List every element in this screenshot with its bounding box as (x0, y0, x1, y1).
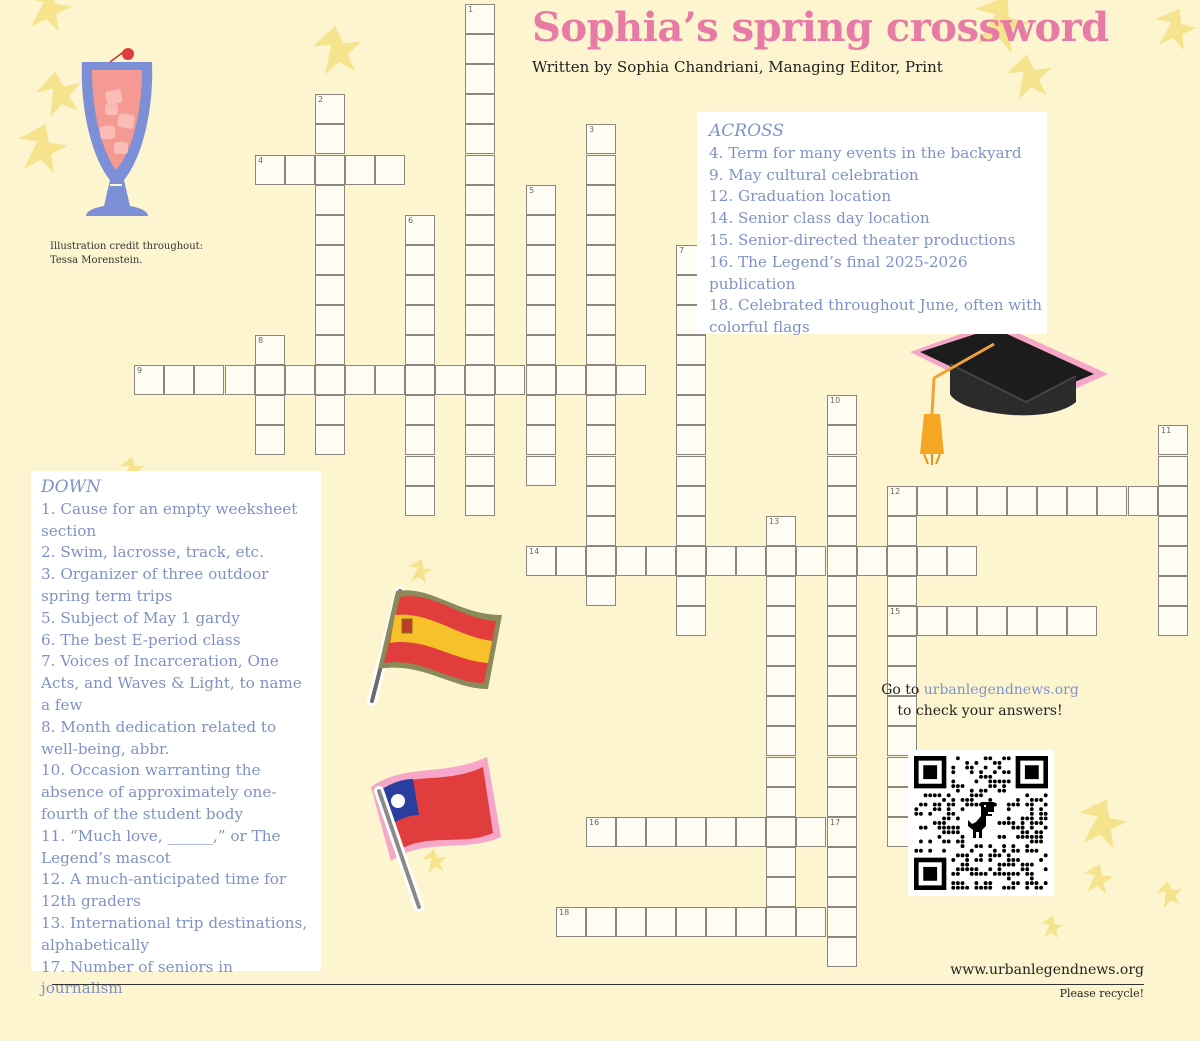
crossword-cell[interactable] (405, 425, 435, 455)
clue-number: 11 (1161, 426, 1172, 435)
down-clues-panel (31, 471, 321, 998)
crossword-cell[interactable] (676, 817, 706, 847)
crossword-cell[interactable] (465, 4, 495, 34)
down-clue: 6. The best E-period class (41, 630, 241, 649)
crossword-cell[interactable] (827, 787, 857, 817)
across-clue: 15. Senior-directed theater productions (709, 230, 1016, 249)
crossword-cell[interactable] (887, 606, 917, 636)
crossword-cell[interactable] (827, 576, 857, 606)
footer-divider (52, 984, 1144, 985)
crossword-cell[interactable] (315, 365, 345, 395)
crossword-cell[interactable] (255, 365, 285, 395)
clue-number: 2 (318, 95, 324, 104)
crossword-cell[interactable] (1097, 486, 1127, 516)
clue-number: 6 (408, 216, 414, 225)
crossword-cell[interactable] (676, 425, 706, 455)
crossword-cell[interactable] (465, 215, 495, 245)
crossword-cell[interactable] (405, 335, 435, 365)
across-heading: ACROSS (709, 121, 785, 141)
crossword-cell[interactable] (586, 335, 616, 365)
crossword-cell[interactable] (646, 817, 676, 847)
spain-flag-illustration (362, 585, 508, 707)
crossword-cell[interactable] (405, 275, 435, 305)
crossword-cell[interactable] (586, 365, 616, 395)
crossword-cell[interactable] (465, 124, 495, 154)
crossword-cell[interactable] (827, 486, 857, 516)
crossword-cell[interactable] (315, 245, 345, 275)
across-clue: 9. May cultural celebration (709, 165, 919, 184)
clue-number: 14 (529, 547, 540, 556)
crossword-cell[interactable] (736, 546, 766, 576)
down-clue: 1. Cause for an empty weeksheet section (41, 499, 298, 540)
crossword-cell[interactable] (1158, 576, 1188, 606)
crossword-cell[interactable] (977, 486, 1007, 516)
crossword-cell[interactable] (315, 395, 345, 425)
crossword-cell[interactable] (646, 907, 676, 937)
crossword-cell[interactable] (465, 425, 495, 455)
crossword-cell[interactable] (706, 817, 736, 847)
crossword-cell[interactable] (796, 907, 826, 937)
crossword-cell[interactable] (164, 365, 194, 395)
clue-number: 3 (589, 125, 595, 134)
crossword-cell[interactable] (766, 636, 796, 666)
crossword-cell[interactable] (586, 516, 616, 546)
crossword-cell[interactable] (827, 847, 857, 877)
crossword-cell[interactable] (827, 937, 857, 967)
byline: Written by Sophia Chandriani, Managing Editor, Print (532, 58, 943, 76)
crossword-cell[interactable] (315, 425, 345, 455)
crossword-cell[interactable] (676, 365, 706, 395)
crossword-cell[interactable] (345, 365, 375, 395)
crossword-cell[interactable] (887, 636, 917, 666)
crossword-cell[interactable] (405, 395, 435, 425)
crossword-cell[interactable] (285, 155, 315, 185)
crossword-cell[interactable] (766, 606, 796, 636)
clue-number: 4 (258, 156, 264, 165)
crossword-cell[interactable] (646, 546, 676, 576)
crossword-cell[interactable] (586, 576, 616, 606)
crossword-cell[interactable] (465, 185, 495, 215)
crossword-cell[interactable] (676, 516, 706, 546)
recycle-note: Please recycle! (1059, 987, 1144, 1000)
crossword-cell[interactable] (887, 546, 917, 576)
crossword-cell[interactable] (315, 185, 345, 215)
across-clue: 16. The Legend’s final 2025-2026 publication (709, 252, 968, 293)
crossword-cell[interactable] (465, 305, 495, 335)
down-clue: 17. Number of seniors in journalism (41, 957, 233, 998)
crossword-cell[interactable] (526, 275, 556, 305)
answers-note-prefix: Go to (881, 682, 920, 698)
crossword-cell[interactable] (766, 516, 796, 546)
across-clue: 14. Senior class day location (709, 209, 930, 228)
crossword-cell[interactable] (1158, 546, 1188, 576)
down-clue: 13. International trip destinations, alphabetically (41, 913, 308, 954)
crossword-cell[interactable] (1037, 486, 1067, 516)
crossword-cell[interactable] (1158, 486, 1188, 516)
qr-code[interactable] (908, 750, 1054, 896)
clue-number: 9 (137, 366, 143, 375)
crossword-cell[interactable] (375, 365, 405, 395)
crossword-cell[interactable] (827, 546, 857, 576)
crossword-cell[interactable] (586, 155, 616, 185)
crossword-cell[interactable] (917, 546, 947, 576)
clue-number: 12 (890, 487, 901, 496)
crossword-cell[interactable] (526, 215, 556, 245)
crossword-cell[interactable] (255, 335, 285, 365)
across-clues-panel (697, 112, 1047, 337)
crossword-cell[interactable] (315, 124, 345, 154)
crossword-cell[interactable] (1067, 606, 1097, 636)
crossword-cell[interactable] (766, 877, 796, 907)
crossword-cell[interactable] (526, 185, 556, 215)
crossword-cell[interactable] (796, 546, 826, 576)
crossword-cell[interactable] (676, 335, 706, 365)
crossword-cell[interactable] (676, 456, 706, 486)
drink-illustration (72, 40, 162, 222)
crossword-cell[interactable] (586, 395, 616, 425)
crossword-cell[interactable] (827, 877, 857, 907)
answers-link[interactable]: urbanlegendnews.org (923, 682, 1079, 698)
crossword-cell[interactable] (405, 486, 435, 516)
crossword-cell[interactable] (857, 546, 887, 576)
clue-number: 5 (529, 186, 535, 195)
crossword-cell[interactable] (586, 124, 616, 154)
crossword-cell[interactable] (766, 817, 796, 847)
across-clue: 4. Term for many events in the backyard (709, 143, 1022, 162)
crossword-cell[interactable] (1067, 486, 1097, 516)
crossword-cell[interactable] (1158, 425, 1188, 455)
crossword-cell[interactable] (887, 576, 917, 606)
crossword-cell[interactable] (435, 365, 465, 395)
crossword-cell[interactable] (465, 275, 495, 305)
crossword-cell[interactable] (405, 456, 435, 486)
footer-url[interactable]: www.urbanlegendnews.org (950, 962, 1144, 978)
down-clue: 10. Occasion warranting the absence of approximately one-fourth of the student body (41, 761, 277, 823)
crossword-cell[interactable] (917, 606, 947, 636)
clue-number: 13 (769, 517, 780, 526)
crossword-cell[interactable] (766, 726, 796, 756)
crossword-cell[interactable] (766, 907, 796, 937)
crossword-cell[interactable] (285, 365, 315, 395)
crossword-cell[interactable] (676, 576, 706, 606)
crossword-cell[interactable] (827, 395, 857, 425)
crossword-cell[interactable] (526, 305, 556, 335)
crossword-cell[interactable] (194, 365, 224, 395)
crossword-cell[interactable] (947, 546, 977, 576)
crossword-cell[interactable] (676, 486, 706, 516)
crossword-cell[interactable] (465, 365, 495, 395)
crossword-cell[interactable] (766, 666, 796, 696)
crossword-cell[interactable] (526, 395, 556, 425)
crossword-cell[interactable] (736, 907, 766, 937)
crossword-cell[interactable] (1158, 456, 1188, 486)
crossword-cell[interactable] (465, 155, 495, 185)
clue-number: 8 (258, 336, 264, 345)
crossword-cell[interactable] (375, 155, 405, 185)
crossword-cell[interactable] (405, 245, 435, 275)
crossword-cell[interactable] (616, 546, 646, 576)
across-clue: 12. Graduation location (709, 187, 892, 206)
crossword-cell[interactable] (796, 817, 826, 847)
crossword-cell[interactable] (526, 365, 556, 395)
crossword-cell[interactable] (465, 245, 495, 275)
crossword-cell[interactable] (225, 365, 255, 395)
crossword-cell[interactable] (465, 335, 495, 365)
crossword-cell[interactable] (766, 546, 796, 576)
down-clue: 11. “Much love, ______,” or The Legend’s mascot (41, 826, 281, 867)
crossword-cell[interactable] (556, 546, 586, 576)
illustration-credit: Illustration credit throughout: Tessa Morenstein. (50, 241, 204, 266)
crossword-cell[interactable] (586, 275, 616, 305)
crossword-cell[interactable] (526, 425, 556, 455)
clue-number: 1 (468, 5, 474, 14)
crossword-cell[interactable] (255, 155, 285, 185)
crossword-cell[interactable] (766, 757, 796, 787)
clue-number: 10 (830, 396, 841, 405)
crossword-cell[interactable] (616, 907, 646, 937)
answers-note (868, 680, 1092, 722)
crossword-cell[interactable] (465, 486, 495, 516)
crossword-cell[interactable] (917, 486, 947, 516)
crossword-cell[interactable] (556, 365, 586, 395)
down-clue: 5. Subject of May 1 gardy (41, 608, 240, 627)
crossword-cell[interactable] (586, 215, 616, 245)
crossword-cell[interactable] (465, 395, 495, 425)
crossword-cell[interactable] (827, 817, 857, 847)
crossword-cell[interactable] (736, 817, 766, 847)
crossword-cell[interactable] (827, 606, 857, 636)
crossword-cell[interactable] (827, 726, 857, 756)
crossword-cell[interactable] (1037, 606, 1067, 636)
crossword-cell[interactable] (947, 606, 977, 636)
crossword-cell[interactable] (405, 305, 435, 335)
crossword-cell[interactable] (947, 486, 977, 516)
crossword-cell[interactable] (766, 696, 796, 726)
crossword-cell[interactable] (586, 305, 616, 335)
clue-number: 17 (830, 818, 841, 827)
crossword-cell[interactable] (586, 546, 616, 576)
crossword-cell[interactable] (526, 456, 556, 486)
crossword-cell[interactable] (134, 365, 164, 395)
answers-note-suffix: to check your answers! (897, 703, 1063, 719)
crossword-cell[interactable] (315, 94, 345, 124)
graduation-cap-illustration (898, 318, 1114, 466)
crossword-cell[interactable] (345, 155, 375, 185)
crossword-cell[interactable] (676, 546, 706, 576)
crossword-cell[interactable] (1007, 606, 1037, 636)
down-clue: 3. Organizer of three outdoor spring term trips (41, 565, 269, 605)
crossword-cell[interactable] (465, 64, 495, 94)
crossword-cell[interactable] (827, 456, 857, 486)
crossword-cell[interactable] (526, 245, 556, 275)
crossword-cell[interactable] (827, 696, 857, 726)
crossword-cell[interactable] (887, 516, 917, 546)
across-clue: 18. Celebrated throughout June, often with colorful flags (709, 296, 1043, 337)
crossword-cell[interactable] (465, 456, 495, 486)
crossword-cell[interactable] (465, 34, 495, 64)
down-clue: 8. Month dedication related to well-being, abbr. (41, 717, 277, 758)
crossword-cell[interactable] (1158, 606, 1188, 636)
crossword-cell[interactable] (405, 365, 435, 395)
crossword-cell[interactable] (586, 456, 616, 486)
crossword-cell[interactable] (766, 847, 796, 877)
crossword-cell[interactable] (827, 666, 857, 696)
clue-number: 18 (559, 908, 570, 917)
crossword-cell[interactable] (586, 245, 616, 275)
crossword-cell[interactable] (1128, 486, 1158, 516)
down-clue: 2. Swim, lacrosse, track, etc. (41, 543, 264, 562)
crossword-cell[interactable] (526, 546, 556, 576)
crossword-cell[interactable] (827, 907, 857, 937)
crossword-cell[interactable] (586, 907, 616, 937)
crossword-cell[interactable] (1158, 516, 1188, 546)
down-clue: 12. A much-anticipated time for 12th graders (41, 870, 287, 911)
crossword-cell[interactable] (616, 817, 646, 847)
crossword-cell[interactable] (827, 757, 857, 787)
crossword-cell[interactable] (526, 335, 556, 365)
crossword-cell[interactable] (586, 486, 616, 516)
crossword-cell[interactable] (676, 395, 706, 425)
down-clue: 7. Voices of Incarceration, One Acts, and Waves & Light, to name a few (41, 652, 302, 714)
crossword-cell[interactable] (586, 425, 616, 455)
crossword-cell[interactable] (315, 215, 345, 245)
clue-number: 7 (679, 246, 685, 255)
crossword-cell[interactable] (315, 335, 345, 365)
crossword-cell[interactable] (586, 817, 616, 847)
crossword-cell[interactable] (405, 215, 435, 245)
crossword-cell[interactable] (887, 486, 917, 516)
down-heading: DOWN (41, 477, 101, 497)
crossword-cell[interactable] (255, 425, 285, 455)
crossword-cell[interactable] (315, 275, 345, 305)
crossword-cell[interactable] (827, 425, 857, 455)
crossword-cell[interactable] (766, 787, 796, 817)
taiwan-flag-illustration (365, 757, 505, 915)
crossword-cell[interactable] (766, 576, 796, 606)
clue-number: 16 (589, 818, 600, 827)
crossword-cell[interactable] (465, 94, 495, 124)
crossword-cell[interactable] (676, 606, 706, 636)
crossword-cell[interactable] (556, 907, 586, 937)
clue-number: 15 (890, 607, 901, 616)
crossword-cell[interactable] (616, 365, 646, 395)
crossword-cell[interactable] (977, 606, 1007, 636)
crossword-cell[interactable] (827, 516, 857, 546)
crossword-cell[interactable] (315, 155, 345, 185)
crossword-cell[interactable] (676, 907, 706, 937)
crossword-cell[interactable] (1007, 486, 1037, 516)
page-title: Sophia’s spring crossword (532, 4, 1109, 51)
crossword-cell[interactable] (586, 185, 616, 215)
crossword-cell[interactable] (706, 546, 736, 576)
crossword-cell[interactable] (827, 636, 857, 666)
crossword-cell[interactable] (315, 305, 345, 335)
crossword-cell[interactable] (706, 907, 736, 937)
crossword-cell[interactable] (495, 365, 525, 395)
crossword-cell[interactable] (255, 395, 285, 425)
